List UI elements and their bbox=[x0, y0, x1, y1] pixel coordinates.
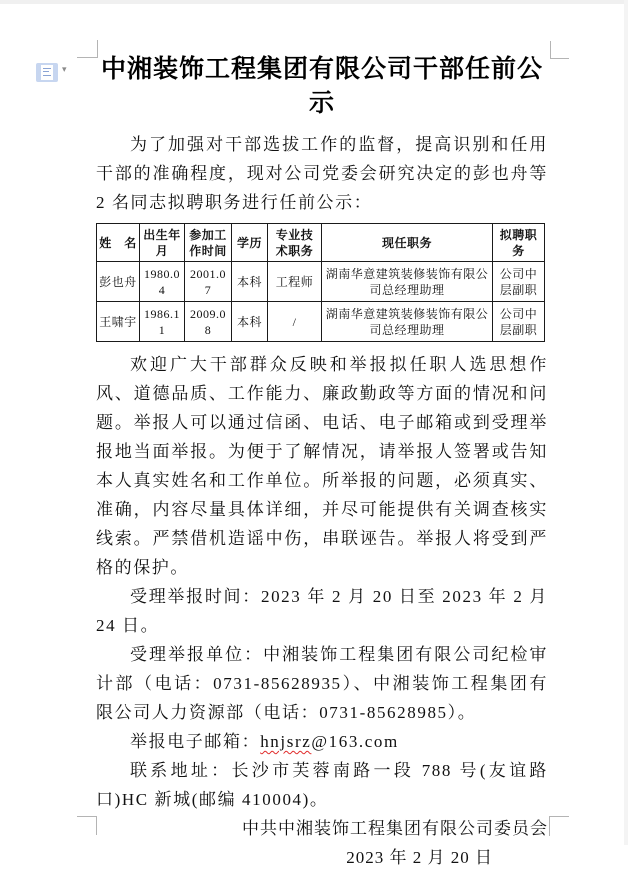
cell-education: 本科 bbox=[232, 262, 268, 302]
paste-options-button[interactable] bbox=[36, 62, 74, 84]
margin-crop-mark-bottom-right bbox=[549, 816, 569, 836]
header-education: 学历 bbox=[232, 224, 268, 262]
cell-proposed-position: 公司中层副职 bbox=[493, 302, 545, 342]
signature-line: 中共中湘装饰工程集团有限公司委员会 bbox=[242, 819, 548, 838]
cell-work-start: 2009.08 bbox=[185, 302, 232, 342]
margin-crop-mark-top-right bbox=[550, 41, 569, 59]
canvas-right-edge bbox=[624, 0, 628, 845]
canvas-top-edge bbox=[0, 0, 628, 4]
cell-prof-title: / bbox=[268, 302, 322, 342]
email-label: 举报电子邮箱： bbox=[130, 732, 261, 751]
table-row bbox=[97, 262, 545, 302]
date-line: 2023 年 2 月 20 日 bbox=[346, 848, 493, 867]
cell-work-start: 2001.07 bbox=[185, 262, 232, 302]
chevron-down-icon[interactable]: ▾ bbox=[62, 65, 67, 75]
header-work-start: 参加工作时间 bbox=[185, 224, 232, 262]
cell-current-position: 湖南华意建筑装修装饰有限公司总经理助理 bbox=[322, 262, 493, 302]
address-line: 联系地址：长沙市芙蓉南路一段 788 号(友谊路口)HC 新城(邮编 410004)。 bbox=[96, 761, 548, 809]
paste-options-icon bbox=[36, 63, 58, 82]
cell-education: 本科 bbox=[232, 302, 268, 342]
header-name: 姓 名 bbox=[97, 224, 140, 262]
margin-crop-mark-bottom-left bbox=[77, 816, 97, 835]
cell-prof-title: 工程师 bbox=[268, 262, 322, 302]
paste-line-decor bbox=[43, 75, 51, 76]
margin-crop-mark-top-left bbox=[77, 40, 98, 58]
table-header-row bbox=[97, 224, 545, 262]
report-unit-line: 受理举报单位：中湘装饰工程集团有限公司纪检审计部（电话：0731-85628935）、中湘装饰工程集团有限公司人力资源部（电话：0731-85628985）。 bbox=[96, 645, 548, 722]
report-time-line: 受理举报时间：2023 年 2 月 20 日至 2023 年 2 月 24 日。 bbox=[96, 587, 548, 635]
document-title: 中湘装饰工程集团有限公司干部任前公示 bbox=[100, 55, 543, 117]
intro-paragraph: 为了加强对干部选拔工作的监督，提高识别和任用干部的准确程度，现对公司党委会研究决定的彭也舟等 2 名同志拟聘职务进行任前公示： bbox=[96, 135, 548, 212]
report-email-domain: @163.com bbox=[311, 732, 399, 751]
cell-name: 王啸宇 bbox=[97, 302, 140, 342]
header-current-position: 现任职务 bbox=[322, 224, 493, 262]
header-birth: 出生年月 bbox=[140, 224, 185, 262]
cell-name: 彭也舟 bbox=[97, 262, 140, 302]
header-prof-title: 专业技术职务 bbox=[268, 224, 322, 262]
paste-line-decor bbox=[43, 71, 49, 72]
cell-current-position: 湖南华意建筑装修装饰有限公司总经理助理 bbox=[322, 302, 493, 342]
table-row bbox=[97, 302, 545, 342]
report-email-user: hnjsrz bbox=[260, 732, 312, 751]
report-info-paragraph: 欢迎广大干部群众反映和举报拟任职人选思想作风、道德品质、工作能力、廉政勤政等方面的情况和问题。举报人可以通过信函、电话、电子邮箱或到受理举报地当面举报。为便于了解情况，请举报人签署或告知本人真实姓名和工作单位。所举报的问题，必须真实、准确，内容尽量具体详细，并尽可能提供有关调查核实线索。严禁借机造谣中伤，串联诬告。举报人将受到严格的保护。 bbox=[96, 355, 548, 577]
document-page bbox=[96, 52, 548, 872]
cell-proposed-position: 公司中层副职 bbox=[493, 262, 545, 302]
email-line bbox=[96, 727, 548, 756]
cell-birth: 1986.11 bbox=[140, 302, 185, 342]
header-proposed-position: 拟聘职务 bbox=[493, 224, 545, 262]
cell-birth: 1980.04 bbox=[140, 262, 185, 302]
paste-line-decor bbox=[43, 68, 51, 69]
candidates-table bbox=[96, 223, 545, 342]
